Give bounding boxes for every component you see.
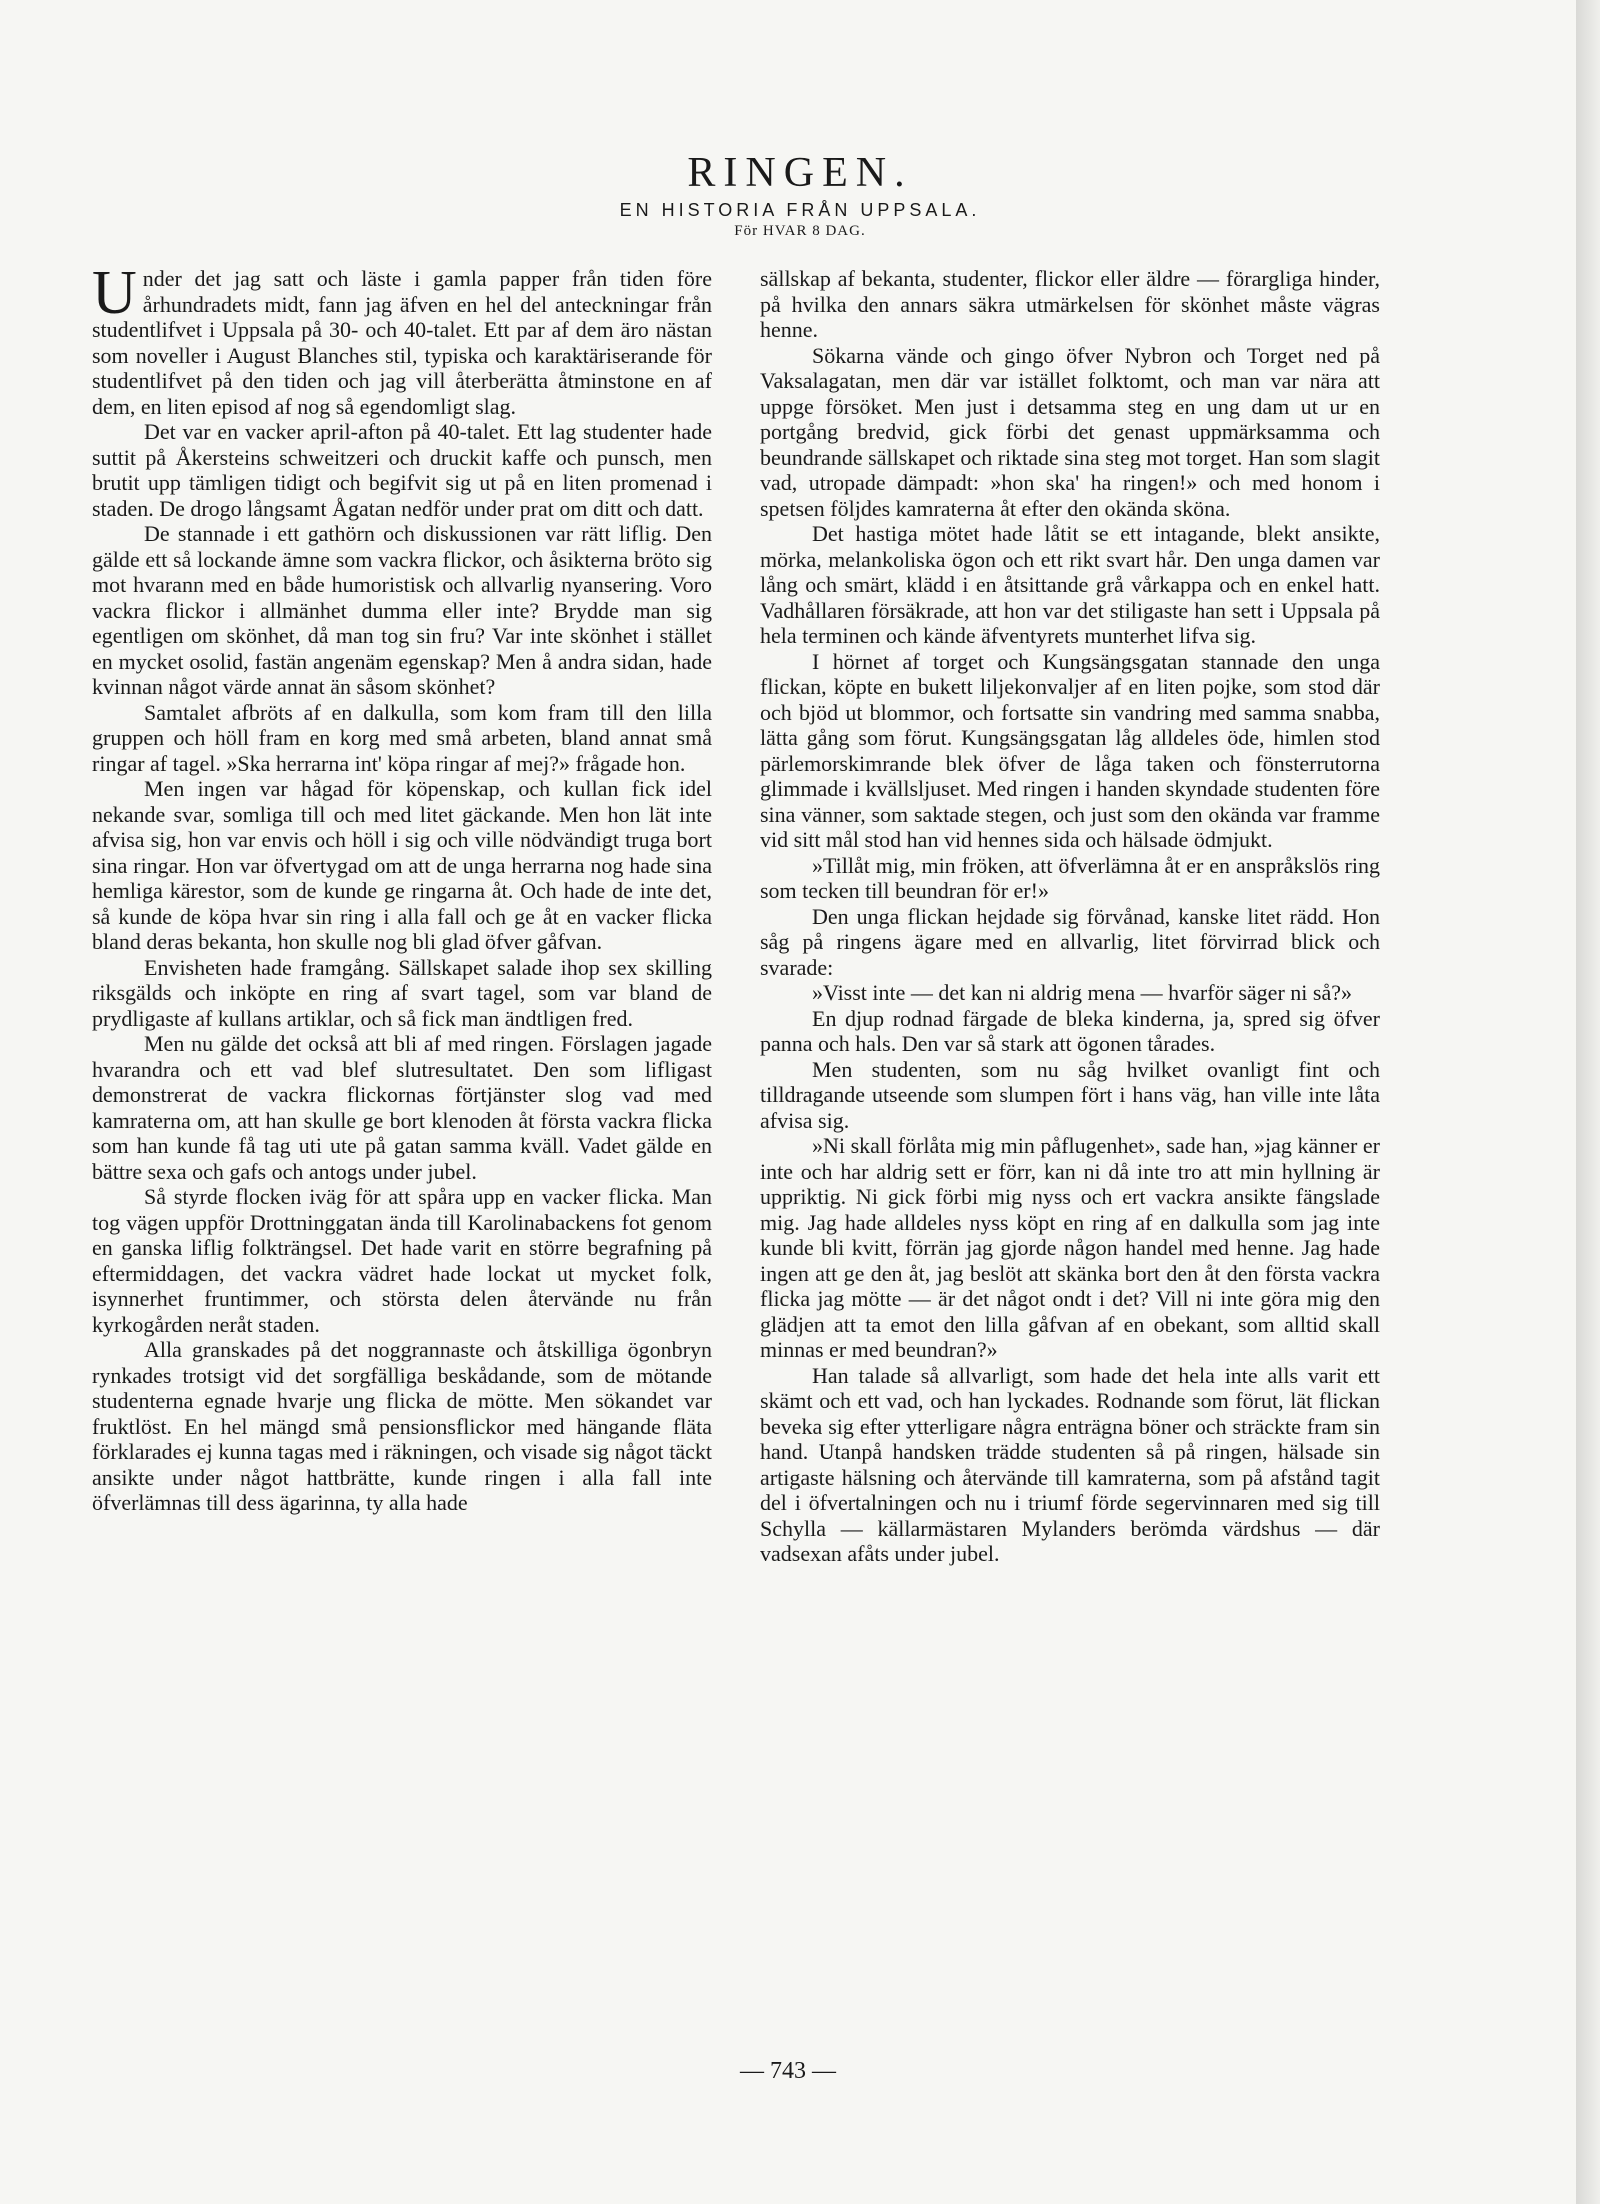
article-title: RINGEN. [687,150,913,196]
paragraph: Så styrde flocken iväg för att spåra upp en vacker flicka. Man tog vägen uppför Drottninggatan ända till Karolinabackens fot genom en ganska liflig folkträngsel. Det hade varit en större begrafning på eftermiddagen, det vackra vädret hade lockat ut mycket folk, isynnerhet fruntimmer, och största delen återvände nu från kyrkogården neråt staden. [92,1184,712,1337]
right-column [760,266,1380,1567]
paragraph: Under det jag satt och läste i gamla papper från tiden före århundradets midt, fann jag äfven en hel del anteckningar från studentlifvet i Uppsala på 30- och 40-talet. Ett par af dem äro nästan som noveller i August Blanches stil, typiska och karaktäriserande för studentlifvet på den tiden och jag vill återberätta åtminstone en af dem, en liten episod af nog så egendomligt slag. [92,259,712,419]
paragraph: »Visst inte — det kan ni aldrig mena — hvarför säger ni så?» [812,980,1352,1005]
paragraph: De stannade i ett gathörn och diskussionen var rätt liflig. Den gälde ett så lockande ämne som vackra flickor, och åsikterna bröto sig mot hvarann med en både humoristisk och allvarlig nyansering. Voro vackra flickor i allmänhet dumma eller inte? Brydde man sig egentligen om skönhet, då man tog sin fru? Var inte skönhet i stället en mycket osolid, fastän angenäm egenskap? Men å andra sidan, hade kvinnan något värde annat än såsom skönhet? [92,521,712,699]
paragraph: Men studenten, som nu såg hvilket ovanligt fint och tilldragande utseende som slumpen fört i hans väg, han ville inte låta afvisa sig. [760,1056,1380,1133]
paragraph: Det var en vacker april-afton på 40-talet. Ett lag studenter hade suttit på Åkersteins schweitzeri och druckit kaffe och punsch, men brutit upp tämligen tidigt och begifvit sig ut på en liten promenad i staden. De drogo långsamt Ågatan nedför under prat om ditt och datt. [92,419,712,521]
paragraph: Men nu gälde det också att bli af med ringen. Förslagen jagade hvarandra och ett vad blef slutresultatet. Den som lifligast demonstrerat de vackra flickornas förtjänster slog vad med kamraterna om, att han skulle ge bort klenoden åt första vackra flicka som han kunde få tag uti ute på gatan samma kväll. Vadet gälde en bättre sexa och gafs och antogs under jubel. [92,1031,712,1184]
paragraph: Han talade så allvarligt, som hade det hela inte alls varit ett skämt och ett vad, och han lyckades. Rodnande som förut, lät flickan beveka sig efter ytterligare några enträgna böner och sträckte fram sin hand. Utanpå handsken trädde studenten så på ringen, hälsade sin artigaste hälsning och återvände till kamraterna, som på afstånd tagit del i öfvertalningen och nu i triumf förde segervinnaren med sig till Schylla — källarmästaren Mylanders berömda värdshus — där vadsexan afåts under jubel. [760,1362,1380,1566]
left-column [92,259,712,1516]
paragraph: »Ni skall förlåta mig min påflugenhet», sade han, »jag känner er inte och har aldrig sett er förr, kan ni då inte tro att min hyllning är uppriktig. Ni gick förbi mig nyss och ert vackra ansikte fängslade mig. Jag hade alldeles nyss köpt en ring af en dalkulla som jag inte kunde bli kvitt, förrän jag gjorde någon handel med henne. Jag hade ingen att ge den åt, jag beslöt att skänka bort den åt den första vackra flicka jag mötte — är det något ondt i det? Vill ni inte göra mig den glädjen att ta emot den lilla gåfvan af en obekant, som alltid skall minnas er med beundran?» [760,1133,1380,1362]
article-credit: För HVAR 8 DAG. [734,223,866,239]
paragraph: Alla granskades på det noggrannaste och åtskilliga ögonbryn rynkades trotsigt vid det sorgfälliga beskådande, som de mötande studenterna egnade hvarje ung flicka de mötte. Men sökandet var fruktlöst. En hel mängd små pensionsflickor med hängande fläta förklarades ej kunna tagas med i räkningen, och visade sig något täckt ansikte under något hattbrätte, kunde ringen i alla fall inte öfverlämnas till dess ägarinna, ty alla hade [92,1337,712,1515]
article-subtitle: EN HISTORIA FRÅN UPPSALA. [619,200,981,220]
paragraph: Sökarna vände och gingo öfver Nybron och Torget ned på Vaksalagatan, men där var istället folktomt, och man var nära att uppge försöket. Men just i detsamma steg en ung dam ut ur en portgång bredvid, gick förbi det genast uppmärksamma och beundrande sällskapet och riktade sina steg mot torget. Han som slagit vad, utropade dämpadt: »hon ska' ha ringen!» och med honom i spetsen följdes kamraterna åt efter den okända sköna. [760,342,1380,521]
page-edge [1576,0,1600,2204]
paragraph: En djup rodnad färgade de bleka kinderna, ja, spred sig öfver panna och hals. Den var så stark att ögonen tårades. [760,1005,1380,1056]
paragraph: Envisheten hade framgång. Sällskapet salade ihop sex skilling riksgälds och inköpte en ring af svart tagel, som var bland de prydligaste af kullans artiklar, och så fick man ändtligen fred. [92,954,712,1031]
paragraph: Men ingen var hågad för köpenskap, och kullan fick idel nekande svar, somliga till och med litet gäckande. Men hon lät inte afvisa sig, hon var envis och höll i sig och ville nödvändigt truga bort sina ringar. Hon var öfvertygad om att de unga herrarna nog hade sina hemliga kärestor, som de kunde ge ringarna åt. Och hade de inte det, så kunde de köpa hvar sin ring i alla fall och ge åt en vacker flicka bland deras bekanta, hon skulle nog bli glad öfver gåfvan. [92,776,712,954]
paragraph: Det hastiga mötet hade låtit se ett intagande, blekt ansikte, mörka, melankoliska ögon och ett rikt svart hår. Den unga damen var lång och smärt, klädd i en åtsittande grå vårkappa och en enkel hatt. Vadhållaren försäkrade, att hon var det stiligaste han sett i Uppsala på hela terminen och kände äfventyrets munterhet lifva sig. [760,521,1380,648]
paragraph: I hörnet af torget och Kungsängsgatan stannade den unga flickan, köpte en bukett liljekonvaljer af en liten pojke, som stod där och bjöd ut blommor, och fortsatte sin vandring med samma snabba, lätta gång som förut. Kungsängsgatan låg alldeles öde, himlen stod pärlemorskimrande blek öfver de låga taken och fönsterrutorna glimmade i kvällsljuset. Med ringen i handen skyndade studenten före sina vänner, som saktade stegen, och just som den okända var framme vid sitt mål stod han vid hennes sida och hälsade ödmjukt. [760,648,1380,852]
drop-cap: U [92,259,137,327]
paragraph: Samtalet afbröts af en dalkulla, som kom fram till den lilla gruppen och höll fram en korg med små arbeten, bland annat små ringar af tagel. »Ska herrarna int' köpa ringar af mej?» frågade hon. [92,699,712,776]
paragraph: »Tillåt mig, min fröken, att öfverlämna åt er en anspråkslös ring som tecken till beundran för er!» [760,852,1380,903]
article-header [0,148,1576,240]
page-number: — 743 — [740,2058,836,2084]
paragraph: Den unga flickan hejdade sig förvånad, kanske litet rädd. Hon såg på ringens ägare med en allvarlig, litet förvirrad blick och svarade: [760,903,1380,980]
paragraph: sällskap af bekanta, studenter, flickor eller äldre — förargliga hinder, på hvilka den annars säkra utmärkelsen för skönhet måste vägras henne. [760,266,1380,342]
